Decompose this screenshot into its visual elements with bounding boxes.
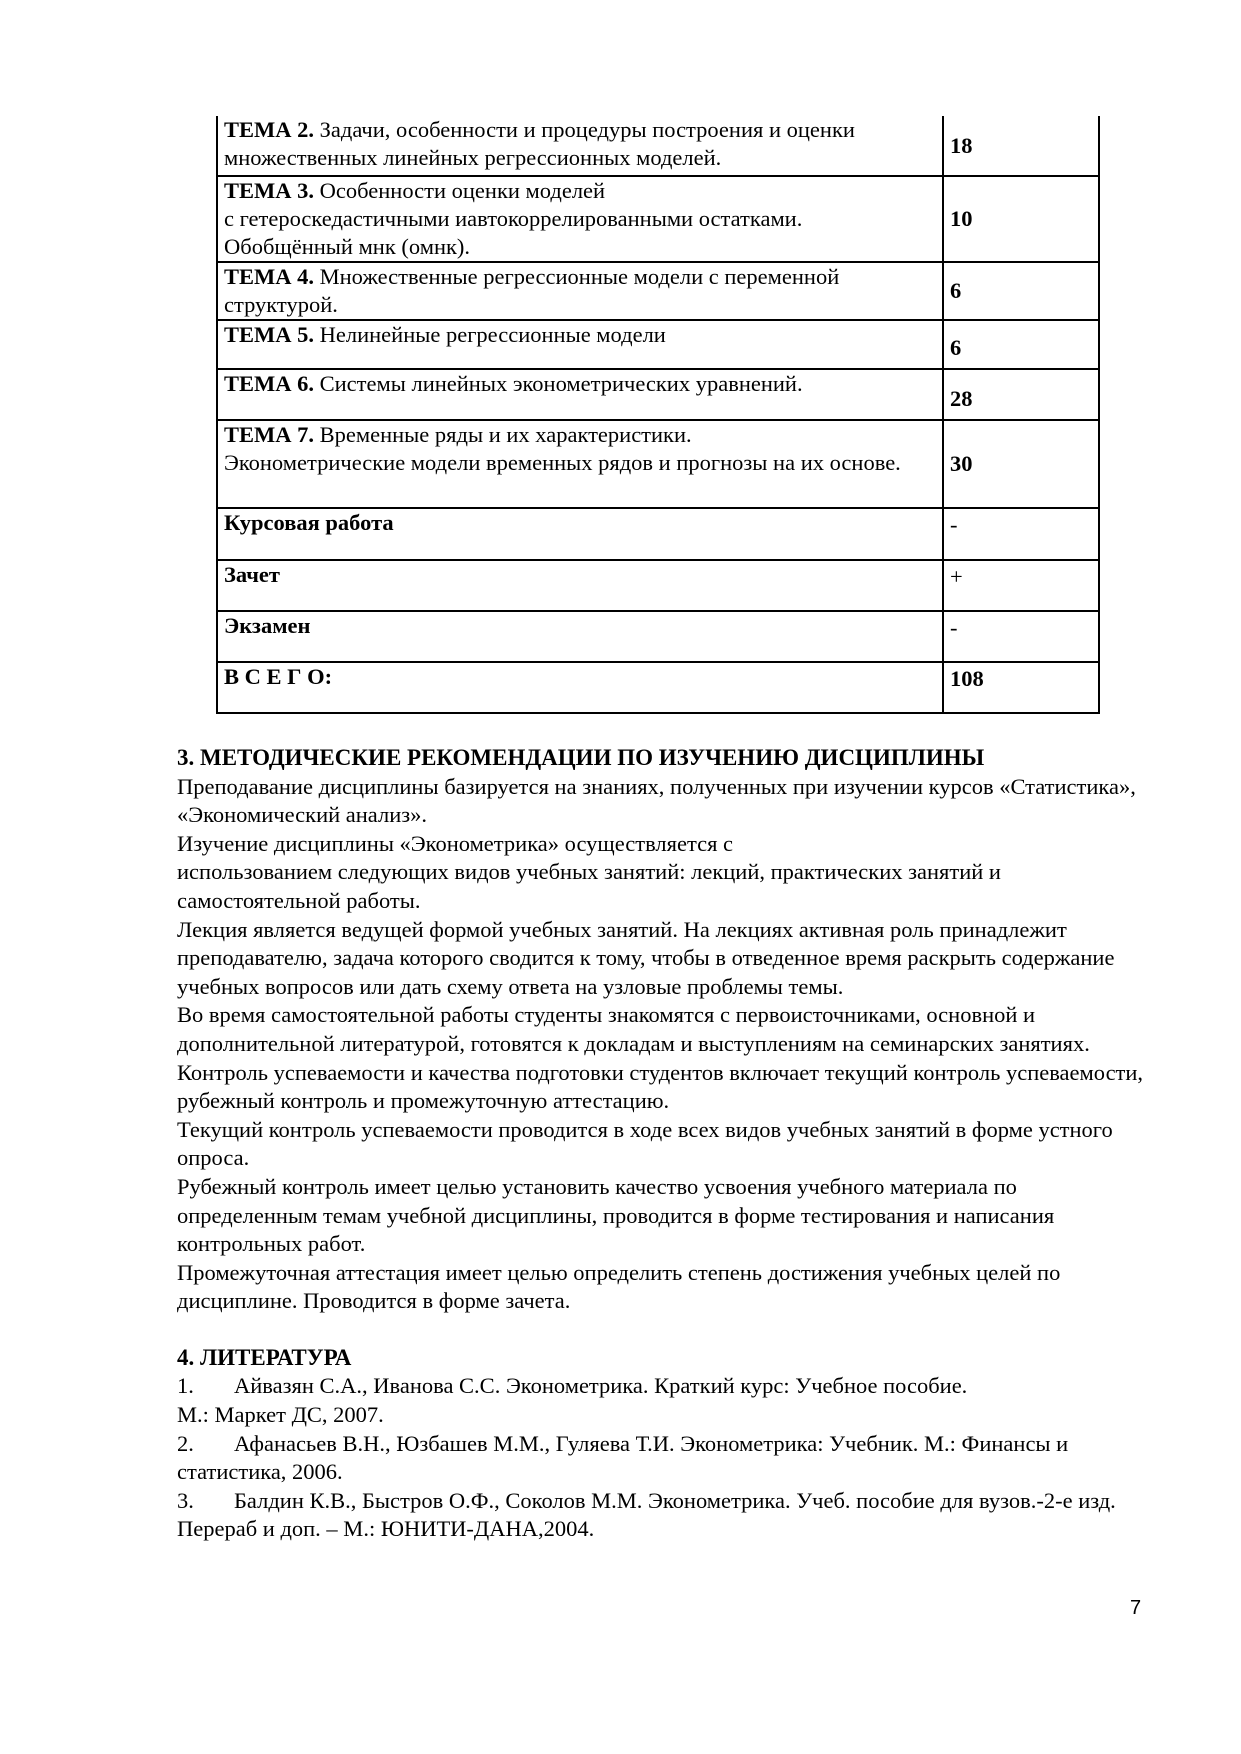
table-cell-topic: Курсовая работа — [217, 508, 943, 560]
topic-label: ТЕМА 2. — [224, 117, 314, 142]
table-cell-hours: - — [943, 611, 1099, 662]
section-heading: 3. МЕТОДИЧЕСКИЕ РЕКОМЕНДАЦИИ ПО ИЗУЧЕНИЮ ДИСЦИПЛИНЫ — [177, 745, 985, 770]
list-text: М.: Маркет ДС, 2007. — [177, 1402, 384, 1428]
list-number: 3. — [177, 1487, 194, 1513]
topic-label: ТЕМА 4. — [224, 264, 314, 289]
topic-label: ТЕМА 3. — [224, 178, 314, 203]
paragraph: Текущий контроль успеваемости проводится в ходе всех видов учебных занятий в форме устного опроса. — [177, 1116, 1113, 1171]
table-row — [217, 262, 1099, 320]
paragraph: использованием следующих видов учебных занятий: лекций, практических занятий и самостоятельной работы. — [177, 859, 1001, 913]
hours-table — [216, 116, 1100, 714]
list-text: Балдин К.В., Быстров О.Ф., Соколов М.М. Эконометрика. Учеб. пособие для вузов.-2-е изд. Перераб и доп. – М.: ЮНИТИ-ДАНА,2004. — [177, 1487, 1116, 1542]
table-cell-topic — [217, 116, 943, 176]
table-row — [217, 508, 1099, 560]
paragraph: Контроль успеваемости и качества подготовки студентов включает текущий контроль успеваемости, рубежный контроль и промежуточную аттестацию. — [177, 1059, 1144, 1114]
table-cell-total-hours: 108 — [943, 662, 1099, 713]
topic-label: ТЕМА 7. — [224, 422, 314, 447]
section-heading: 4. ЛИТЕРАТУРА — [177, 1344, 352, 1370]
table-row — [217, 420, 1099, 508]
topic-text: Временные ряды и их характеристики. — [314, 422, 692, 447]
paragraph: Лекция является ведущей формой учебных занятий. На лекциях активная роль принадлежит преподавателю, задача которого сводится к тому, чтобы в отведенное время раскрыть содержание учебных вопросов или дать схему ответа на узловые проблемы темы. — [177, 916, 1115, 999]
table-row — [217, 662, 1099, 713]
table-cell-topic — [217, 320, 943, 369]
document-body — [177, 744, 1157, 1544]
topic-text: Задачи, особенности и процедуры построения и оценки множественных линейных регрессионных моделей. — [224, 117, 855, 170]
table-cell-topic: Зачет — [217, 560, 943, 611]
list-number: 1. — [177, 1373, 194, 1399]
table-cell-topic — [217, 420, 943, 508]
table-cell-topic — [217, 369, 943, 420]
table-row — [217, 560, 1099, 611]
list-item — [177, 1430, 1157, 1487]
table-row — [217, 320, 1099, 369]
table-cell-hours: 10 — [943, 176, 1099, 262]
table-cell-total-label: В С Е Г О: — [217, 662, 943, 713]
table-cell-hours: 30 — [943, 420, 1099, 508]
table-cell-hours: 18 — [943, 116, 1099, 176]
paragraph: Изучение дисциплины «Эконометрика» осуществляется с — [177, 830, 734, 856]
topic-text: Эконометрические модели временных рядов и прогнозы на их основе. — [224, 450, 901, 475]
table-row — [217, 176, 1099, 262]
page-number: 7 — [1130, 1597, 1142, 1619]
list-number: 2. — [177, 1430, 194, 1456]
topic-label: ТЕМА 5. — [224, 322, 314, 347]
topic-label: ТЕМА 6. — [224, 371, 314, 396]
topic-text: Особенности оценки моделей — [314, 178, 606, 203]
paragraph: Промежуточная аттестация имеет целью определить степень достижения учебных целей по дисциплине. Проводится в форме зачета. — [177, 1259, 1061, 1314]
table-cell-topic: Экзамен — [217, 611, 943, 662]
table-cell-hours: 28 — [943, 369, 1099, 420]
paragraph: Рубежный контроль имеет целью установить качество усвоения учебного материала по определенным темам учебной дисциплины, проводится в форме тестирования и написания контрольных работ. — [177, 1173, 1055, 1257]
topic-text: Обобщённый мнк (омнк). — [224, 234, 471, 259]
topic-text: с гетероскедастичными иавтокоррелированными остатками. — [224, 206, 803, 231]
table-cell-hours: - — [943, 508, 1099, 560]
table-cell-topic — [217, 176, 943, 262]
topic-text: Системы линейных эконометрических уравнений. — [314, 371, 803, 396]
table-row — [217, 611, 1099, 662]
list-text: Айвазян С.А., Иванова С.С. Эконометрика. Краткий курс: Учебное пособие. — [234, 1373, 968, 1399]
paragraph: Во время самостоятельной работы студенты знакомятся с первоисточниками, основной и дополнительной литературой, готовятся к докладам и выступлениям на семинарских занятиях. — [177, 1002, 1090, 1056]
table-row — [217, 369, 1099, 420]
topic-text: Множественные регрессионные модели с переменной структурой. — [224, 264, 840, 317]
paragraph: Преподавание дисциплины базируется на знаниях, полученных при изучении курсов «Статистика», «Экономический анализ». — [177, 773, 1136, 828]
topic-text: Нелинейные регрессионные модели — [314, 322, 666, 347]
table-cell-hours: + — [943, 560, 1099, 611]
list-text: Афанасьев В.Н., Юзбашев М.М., Гуляева Т.И. Эконометрика: Учебник. М.: Финансы и статистика, 2006. — [177, 1430, 1069, 1485]
table-cell-topic — [217, 262, 943, 320]
table-row — [217, 116, 1099, 176]
list-item — [177, 1372, 1157, 1429]
table-cell-hours: 6 — [943, 262, 1099, 320]
table-cell-hours: 6 — [943, 320, 1099, 369]
list-item — [177, 1487, 1157, 1544]
